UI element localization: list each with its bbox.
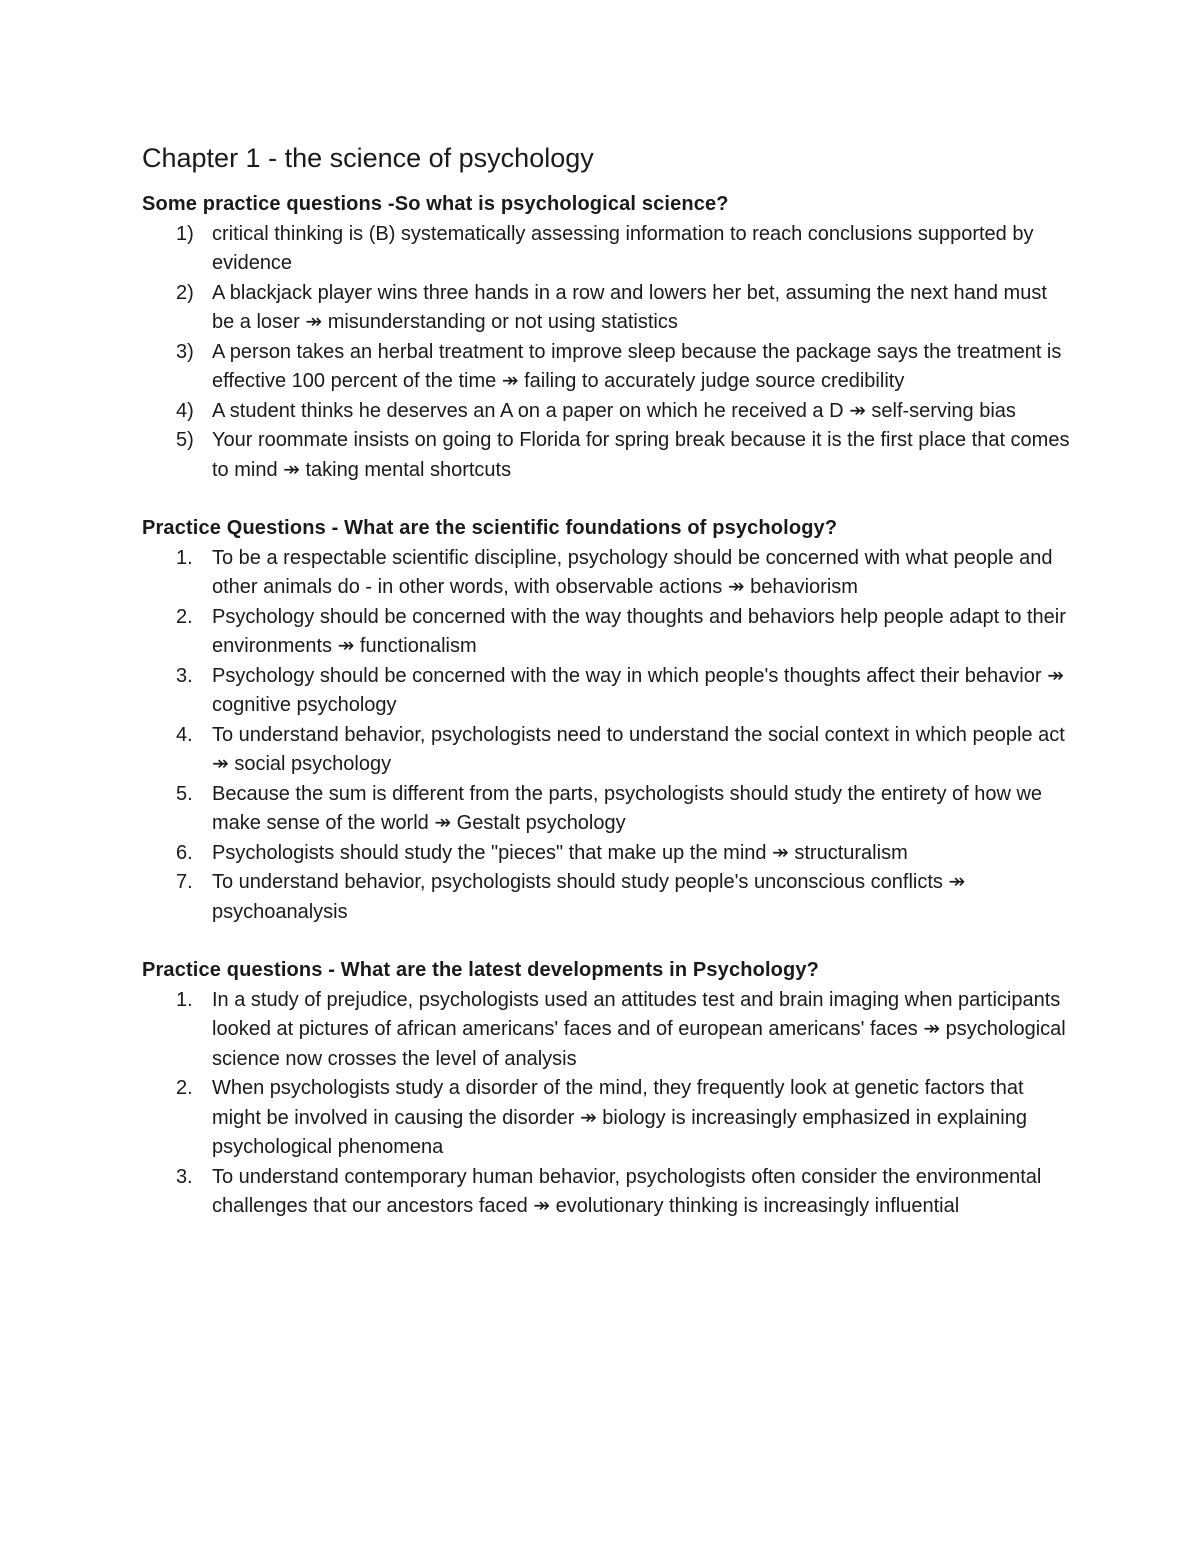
item-number: 3) [176, 340, 194, 363]
question-item [142, 426, 1072, 485]
item-number: 5) [176, 429, 194, 451]
question-item [142, 839, 1072, 869]
question-item [142, 397, 1072, 427]
item-text: To be a respectable scientific discipline, psychology should be concerned with what people and other animals do - in other words, with observable actions ↠ behaviorism [212, 546, 1053, 598]
section-latest-developments [142, 956, 1072, 1222]
question-item [142, 662, 1072, 721]
question-item [142, 986, 1072, 1075]
item-number: 3. [176, 1165, 193, 1188]
question-item [142, 1074, 1072, 1163]
item-text: Because the sum is different from the parts, psychologists should study the entirety of how we make sense of the world ↠ Gestalt psychology [212, 782, 1043, 834]
item-text: A person takes an herbal treatment to improve sleep because the package says the treatment is effective 100 percent of the time ↠ failing to accurately judge source credibility [212, 340, 1062, 392]
item-text: Psychology should be concerned with the way thoughts and behaviors help people adapt to their environments ↠ functionalism [212, 605, 1066, 657]
item-number: 5. [176, 782, 193, 805]
item-number: 2) [176, 281, 194, 304]
question-item [142, 721, 1072, 780]
item-number: 2. [176, 1077, 193, 1099]
question-item [142, 868, 1072, 927]
item-text: A student thinks he deserves an A on a paper on which he received a D ↠ self-serving bias [212, 399, 1016, 422]
question-item [142, 603, 1072, 662]
question-list [142, 220, 1072, 486]
document-page [142, 138, 1072, 1251]
item-number: 2. [176, 605, 193, 628]
item-text: critical thinking is (B) systematically assessing information to reach conclusions supported by evidence [212, 222, 1034, 274]
item-text: To understand behavior, psychologists need to understand the social context in which people act ↠ social psychology [212, 723, 1065, 775]
section-scientific-foundations [142, 514, 1072, 927]
item-text: To understand behavior, psychologists should study people's unconscious conflicts ↠ psychoanalysis [212, 871, 966, 923]
item-text: In a study of prejudice, psychologists used an attitudes test and brain imaging when participants looked at pictures of african americans' faces and of european americans' faces ↠ psychological science now crosses the level of analysis [212, 988, 1066, 1070]
item-number: 3. [176, 664, 193, 687]
item-number: 1) [176, 222, 194, 245]
section-heading: Some practice questions -So what is psychological science? [142, 193, 729, 215]
section-heading: Practice questions - What are the latest developments in Psychology? [142, 959, 820, 981]
item-number: 6. [176, 841, 193, 864]
question-list [142, 986, 1072, 1222]
question-item [142, 220, 1072, 279]
question-item [142, 1163, 1072, 1222]
section-psychological-science [142, 190, 1072, 485]
question-item [142, 279, 1072, 338]
item-number: 1. [176, 988, 193, 1011]
question-list [142, 544, 1072, 928]
question-item [142, 780, 1072, 839]
item-text: Psychologists should study the "pieces" that make up the mind ↠ structuralism [212, 841, 908, 864]
item-text: Your roommate insists on going to Florida for spring break because it is the first place that comes to mind ↠ taking mental shortcuts [212, 429, 1070, 481]
document-title: Chapter 1 - the science of psychology [142, 143, 594, 173]
item-text: Psychology should be concerned with the way in which people's thoughts affect their behavior ↠ cognitive psychology [212, 664, 1064, 716]
item-text: To understand contemporary human behavior, psychologists often consider the environmental challenges that our ancestors faced ↠ evolutionary thinking is increasingly influential [212, 1165, 1042, 1217]
item-number: 7. [176, 871, 193, 893]
item-text: When psychologists study a disorder of the mind, they frequently look at genetic factors that might be involved in causing the disorder ↠ biology is increasingly emphasized in explaining psychological phenomena [212, 1077, 1027, 1158]
item-number: 4. [176, 723, 193, 746]
question-item [142, 544, 1072, 603]
item-number: 1. [176, 546, 193, 569]
item-text: A blackjack player wins three hands in a row and lowers her bet, assuming the next hand must be a loser ↠ misunderstanding or not using statistics [212, 281, 1047, 333]
item-number: 4) [176, 399, 194, 422]
section-heading: Practice Questions - What are the scientific foundations of psychology? [142, 517, 838, 539]
question-item [142, 338, 1072, 397]
